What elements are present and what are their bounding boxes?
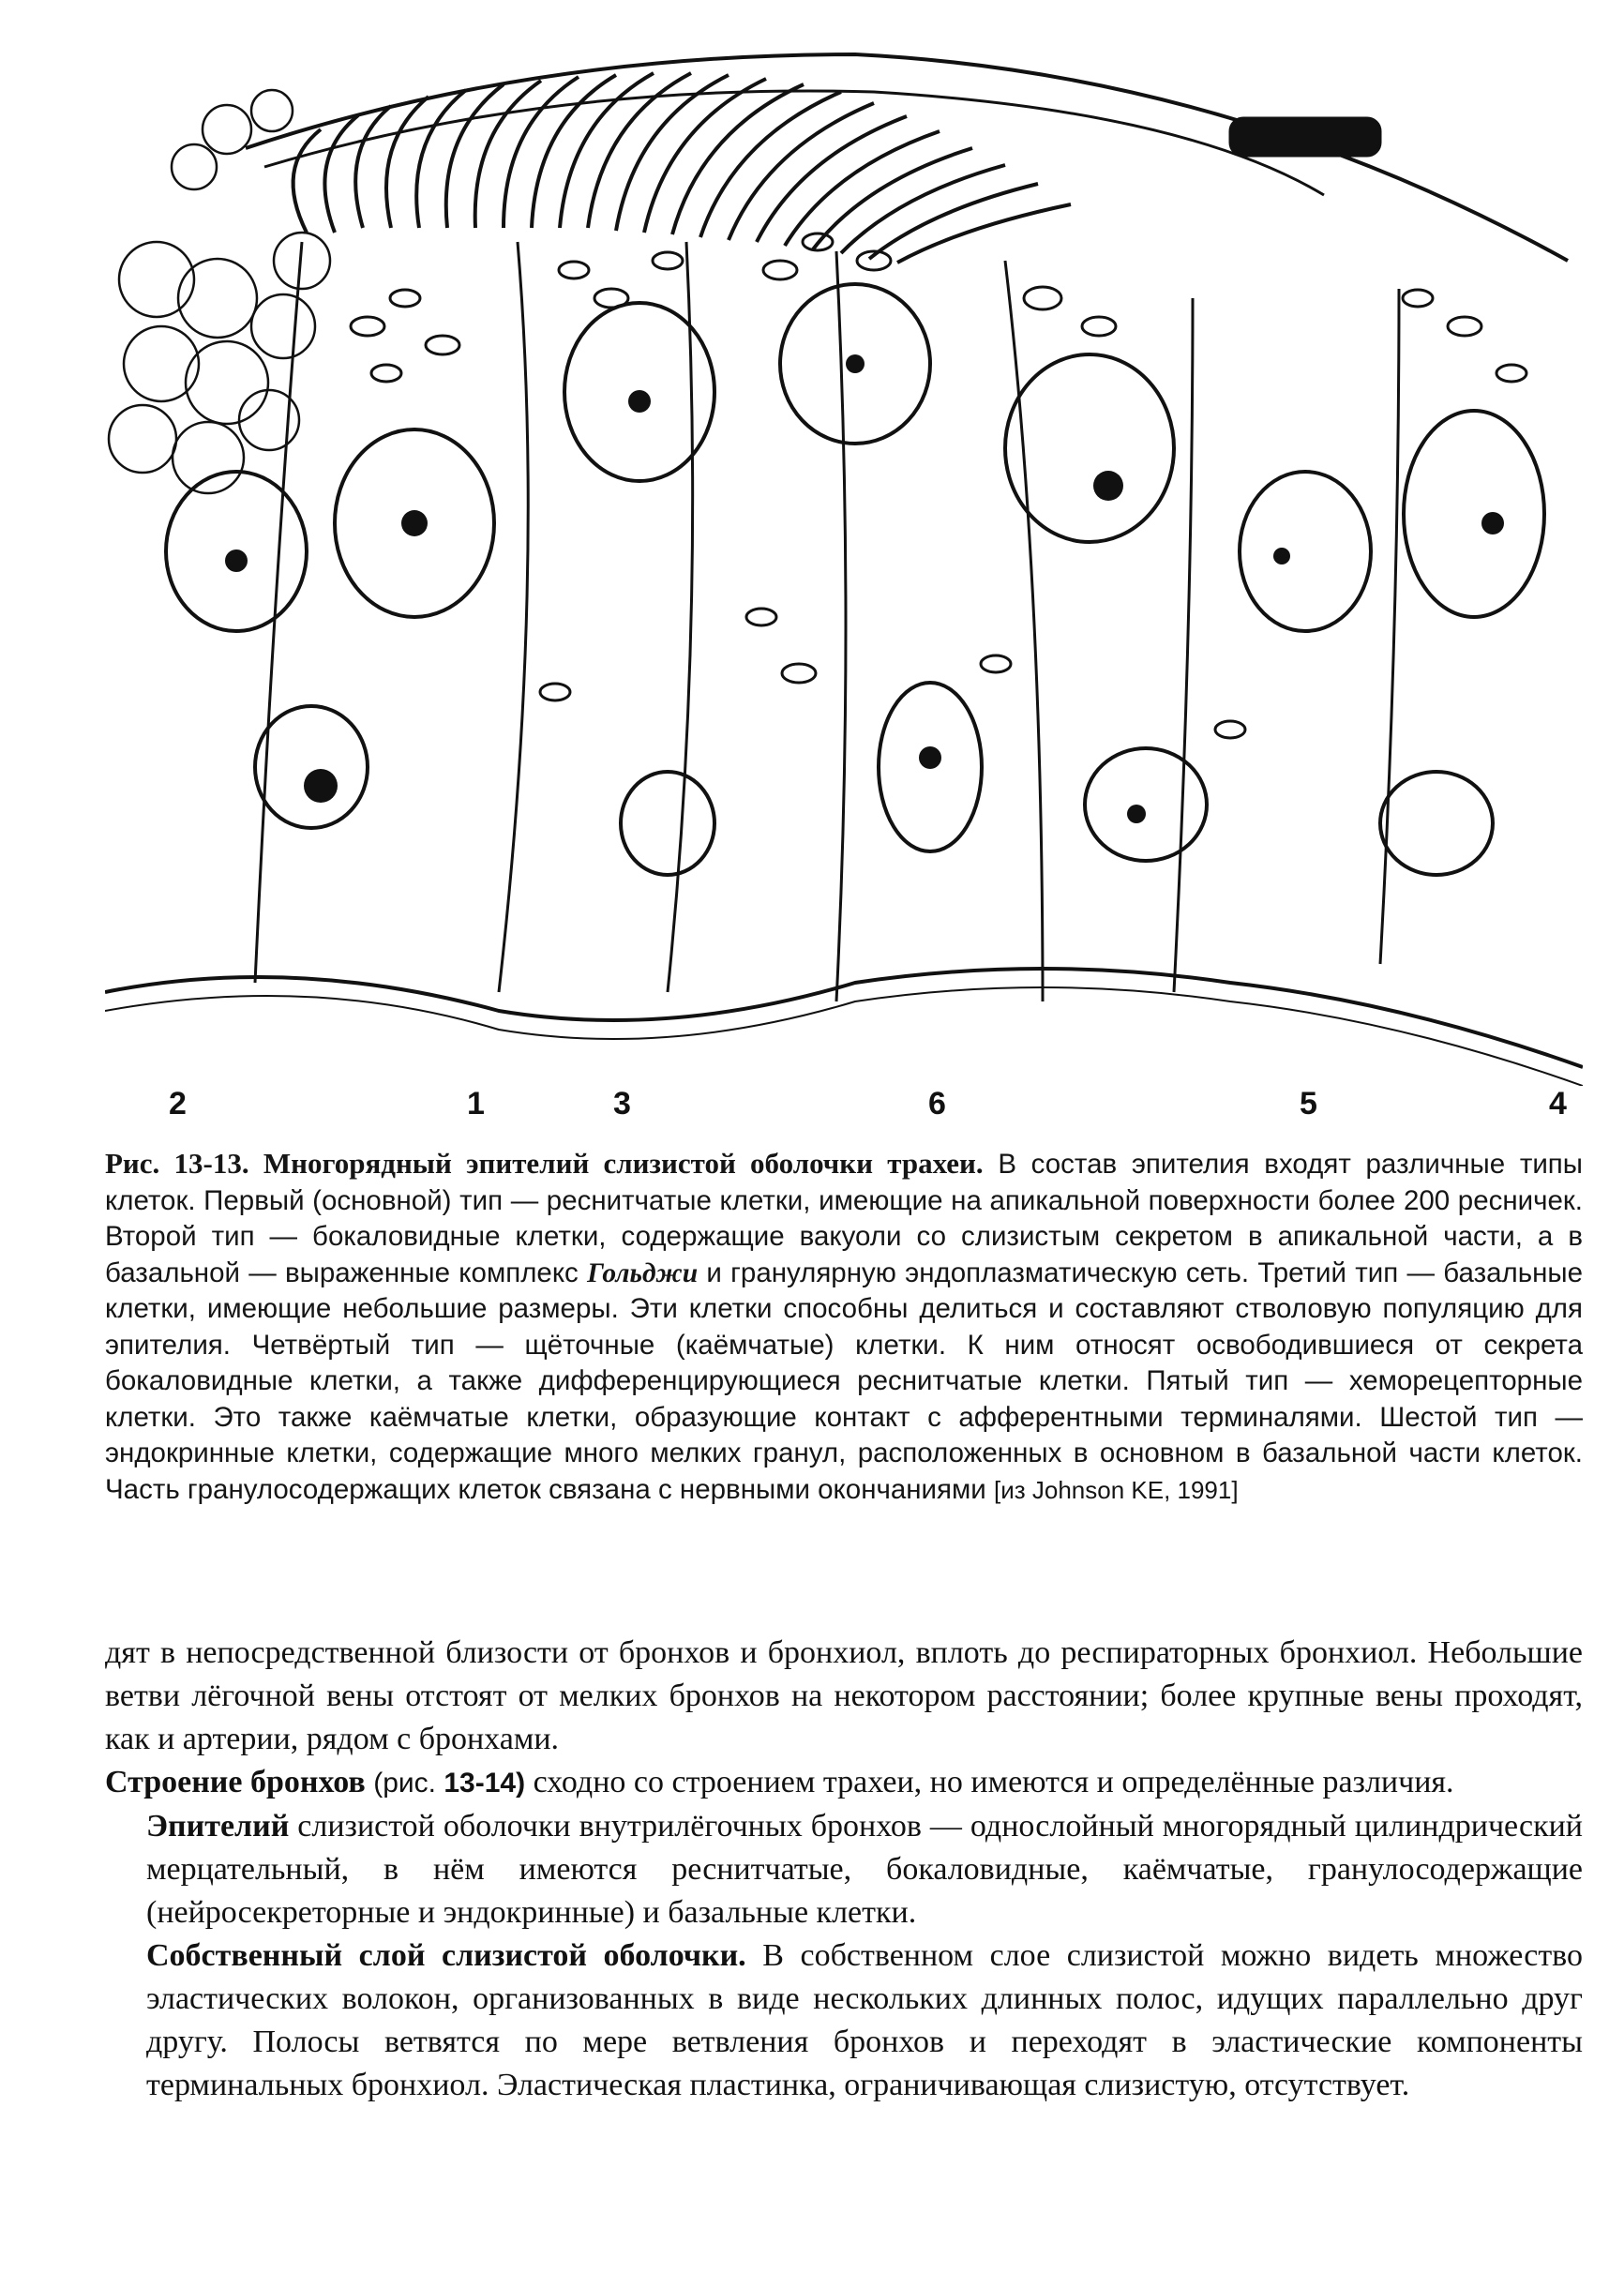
caption-title: Рис. 13-13. Многорядный эпителий слизистой оболочки трахеи. xyxy=(105,1147,984,1180)
figure-label-4: 4 xyxy=(1549,1086,1567,1121)
figure-reference-number: 13-14) xyxy=(444,1768,526,1799)
figure-label-6: 6 xyxy=(928,1086,946,1121)
caption-reference: [из Johnson KE, 1991] xyxy=(993,1475,1239,1504)
heading-lamina-propria: Собственный слой слизистой оболочки. xyxy=(146,1938,746,1973)
figure-reference-prefix: (рис. xyxy=(373,1768,436,1799)
paragraph-lamina-propria xyxy=(105,1934,1583,2107)
paragraph-continuation: дят в непосредственной близости от бронхов и бронхиол, вплоть до респираторных бронхиол. Небольшие ветви лёгочной вены отстоят от мелких бронхов на некотором расстоянии; более крупные вены проходят, как и артерии, рядом с бронхами. xyxy=(105,1635,1583,1756)
heading-epithelium: Эпителий xyxy=(146,1809,290,1844)
figure-label-5: 5 xyxy=(1300,1086,1317,1121)
paragraph-lamina-propria-text: В собственном слое слизистой можно видеть множество эластических волокон, организованных в виде нескольких длинных полос, идущих параллельно друг другу. Полосы ветвятся по мере ветвления бронхов и переходят в эластические компоненты терминальных бронхиол. Эластическая пластинка, ограничивающая слизистую, отсутствует. xyxy=(146,1938,1583,2102)
caption-text-part-1: В состав эпителия входят различные типы клеток. Первый (основной) тип — реснитчатые клетки, имеющие на апикальной поверхности более 200 ресничек. Второй тип — бокаловидные клетки, содержащие вакуоли со слизистым секретом в апикальной части, а в базальной — выраженные комплекс xyxy=(105,1149,1583,1288)
heading-bronchi-structure: Строение бронхов xyxy=(105,1765,366,1799)
body-text xyxy=(105,1632,1583,2107)
figure-label-1: 1 xyxy=(467,1086,485,1121)
paragraph-bronchi-text: сходно со строением трахеи, но имеются и определённые различия. xyxy=(533,1765,1454,1799)
figure-label-2: 2 xyxy=(169,1086,187,1121)
paragraph-epithelium xyxy=(105,1805,1583,1934)
caption-italic-term: Гольджи xyxy=(587,1257,699,1288)
figure-caption xyxy=(105,1146,1583,1508)
figure-labels xyxy=(0,1086,1624,1136)
paragraph-bronchi-structure xyxy=(105,1761,1583,1805)
paragraph-epithelium-text: слизистой оболочки внутрилёгочных бронхов — однослойный многорядный цилиндрический мерцательный, в нём имеются реснитчатые, бокаловидные, каёмчатые, гранулосодержащие (нейросекреторные и эндокринные) и базальные клетки. xyxy=(146,1809,1583,1930)
caption-text-part-2: и гранулярную эндоплазматическую сеть. Третий тип — базальные клетки, имеющие небольшие размеры. Эти клетки способны делиться и составляют стволовую популяцию для эпителия. Четвёртый тип — щёточные (каёмчатые) клетки. К ним относят освободившиеся от секрета бокаловидные клетки, а также дифференцирующиеся реснитчатые клетки. Пятый тип — хеморецепторные клетки. Это также каёмчатые клетки, образующие контакт с афферентными терминалями. Шестой тип — эндокринные клетки, содержащие много мелких гранул, расположенных в основном в базальной части клеток. Часть гранулосодержащих клеток связана с нервными окончаниями xyxy=(105,1257,1583,1505)
figure-label-3: 3 xyxy=(613,1086,631,1121)
figure-reference xyxy=(373,1768,525,1799)
epithelium-illustration xyxy=(105,17,1583,1086)
